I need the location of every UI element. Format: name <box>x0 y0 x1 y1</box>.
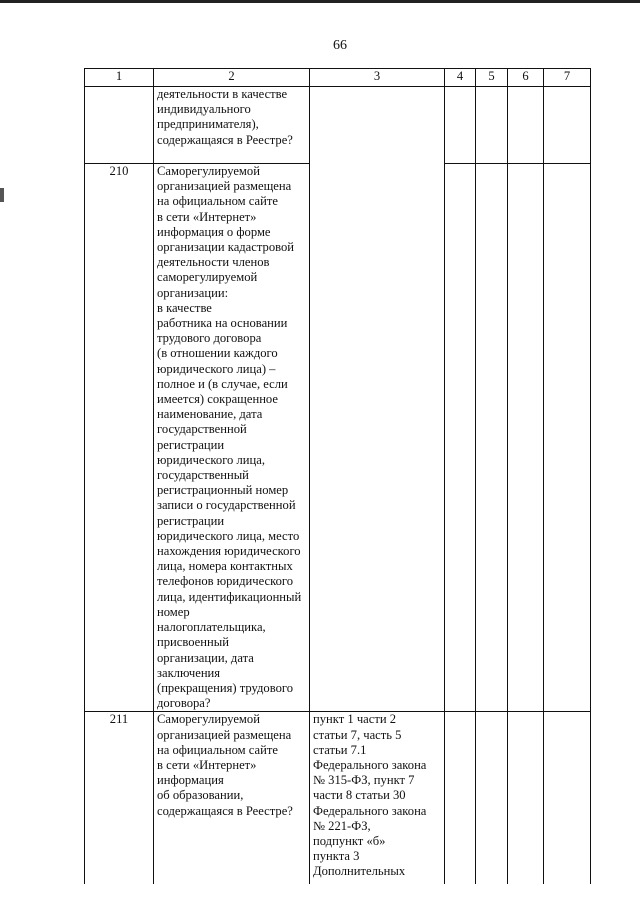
header-col-4: 4 <box>445 69 476 87</box>
legal-basis-text: пункт 1 части 2 статьи 7, часть 5 статьи 7.1 Федерального закона № 315-ФЗ, пункт 7 части 8 статьи 30 Федерального закона № 221-ФЗ, подпункт «б» пункта 3 Дополнительных <box>313 712 427 879</box>
question-cell <box>154 712 310 885</box>
answer-cell <box>508 164 544 712</box>
answer-cell <box>476 87 508 164</box>
scan-top-border <box>0 0 640 3</box>
legal-basis-cell <box>310 87 445 712</box>
header-col-1: 1 <box>85 69 154 87</box>
answer-cell <box>445 712 476 885</box>
checklist-table <box>84 68 591 884</box>
header-col-2: 2 <box>154 69 310 87</box>
table-row <box>85 87 591 164</box>
answer-cell <box>476 712 508 885</box>
table-row <box>85 712 591 885</box>
legal-basis-cell <box>310 712 445 885</box>
answer-cell <box>544 87 591 164</box>
answer-cell <box>508 87 544 164</box>
answer-cell <box>476 164 508 712</box>
answer-cell <box>508 712 544 885</box>
row-number-cell <box>85 87 154 164</box>
header-col-3: 3 <box>310 69 445 87</box>
header-col-5: 5 <box>476 69 508 87</box>
header-col-6: 6 <box>508 69 544 87</box>
question-cell <box>154 87 310 164</box>
header-col-7: 7 <box>544 69 591 87</box>
question-text: Саморегулируемой организацией размещена на официальном сайте в сети «Интернет» информация о форме организации кадастровой деятельности членов саморегулируемой организации: в качестве работника на основании трудового договора (в отношении каждого юридического лица) – полное и (в случае, если имеется) сокращенное наименование, дата государственной регистрации юридического лица, государственный регистрационный номер записи о государственной регистрации юридического лица, место нахождения юридического лица, номера контактных телефонов юридического лица, идентификационный номер налогоплательщика, присвоенный организации, дата заключения (прекращения) трудового договора? <box>157 164 302 711</box>
answer-cell <box>445 87 476 164</box>
answer-cell <box>445 164 476 712</box>
question-text: деятельности в качестве индивидуального предпринимателя), содержащаяся в Реестре? <box>157 87 293 147</box>
answer-cell <box>544 164 591 712</box>
scan-edge-mark <box>0 188 4 202</box>
question-cell <box>154 164 310 712</box>
page-number: 66 <box>333 38 347 53</box>
header-row <box>85 69 591 87</box>
row-number-cell: 211 <box>85 712 154 885</box>
question-text: Саморегулируемой организацией размещена на официальном сайте в сети «Интернет» информация об образовании, содержащаяся в Реестре? <box>157 712 293 818</box>
answer-cell <box>544 712 591 885</box>
row-number-cell: 210 <box>85 164 154 712</box>
